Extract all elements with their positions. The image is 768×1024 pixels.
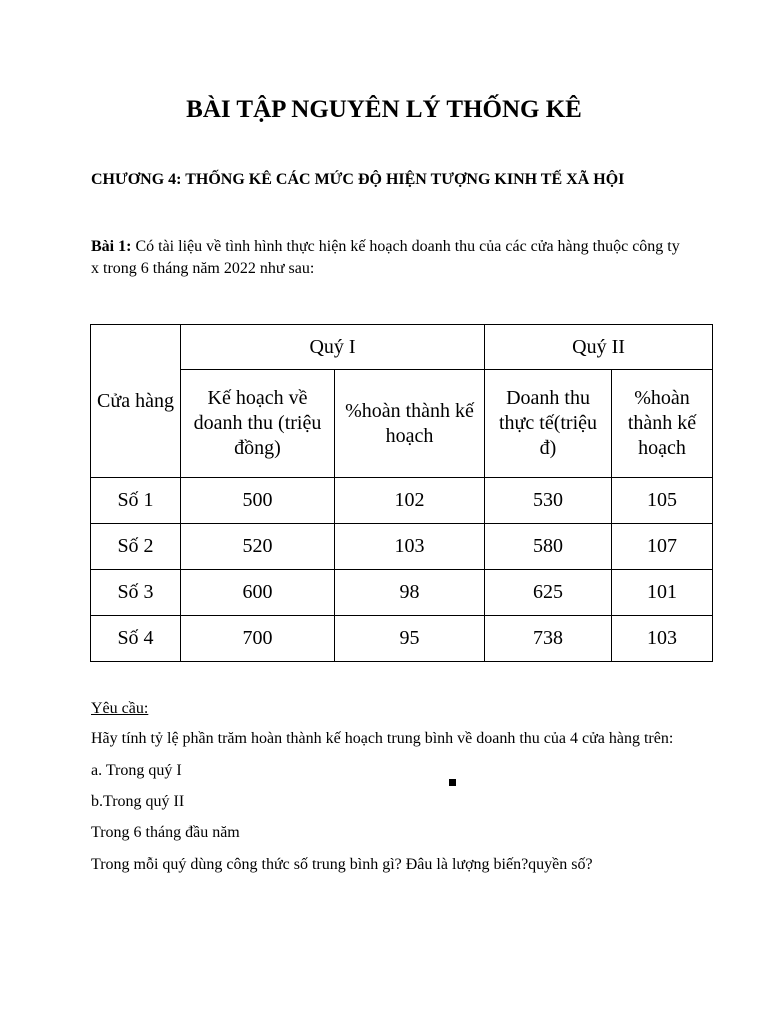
- store-cell: Số 1: [91, 478, 181, 524]
- q1-pct-cell: 95: [335, 616, 485, 662]
- store-column-header: Cửa hàng: [91, 325, 181, 478]
- revenue-plan-table: [90, 324, 713, 662]
- q1-completion-pct-header: %hoàn thành kế hoạch: [335, 370, 485, 478]
- requirements-intro: Hãy tính tỷ lệ phần trăm hoàn thành kế hoạch trung bình về doanh thu của 4 cửa hàng trên:: [91, 730, 674, 747]
- store-cell: Số 2: [91, 524, 181, 570]
- requirement-item-d: Trong mỗi quý dùng công thức số trung bình gì? Đâu là lượng biến?quyền số?: [91, 856, 593, 873]
- q2-actual-cell: 580: [485, 524, 612, 570]
- q1-plan-cell: 520: [181, 524, 335, 570]
- table-subheader-row: [91, 370, 713, 478]
- page-title: BÀI TẬP NGUYÊN LÝ THỐNG KÊ: [186, 96, 582, 123]
- requirement-item-b: b.Trong quý II: [91, 793, 185, 810]
- store-cell: Số 3: [91, 570, 181, 616]
- q1-plan-cell: 500: [181, 478, 335, 524]
- quarter-1-header: Quý I: [181, 325, 485, 370]
- q1-plan-cell: 700: [181, 616, 335, 662]
- table-row: [91, 478, 713, 524]
- q2-pct-cell: 101: [612, 570, 713, 616]
- q1-plan-revenue-header: Kế hoạch về doanh thu (triệu đồng): [181, 370, 335, 478]
- table-row: [91, 616, 713, 662]
- table-row: [91, 570, 713, 616]
- requirements-heading: Yêu cầu:: [91, 700, 149, 717]
- exercise-statement: [91, 236, 691, 280]
- q2-pct-cell: 103: [612, 616, 713, 662]
- table-row: [91, 524, 713, 570]
- q2-actual-cell: 738: [485, 616, 612, 662]
- quarter-2-header: Quý II: [485, 325, 713, 370]
- q2-actual-revenue-header: Doanh thu thực tế(triệu đ): [485, 370, 612, 478]
- exercise-label: Bài 1:: [91, 238, 132, 255]
- q2-actual-cell: 625: [485, 570, 612, 616]
- exercise-text: Có tài liệu về tình hình thực hiện kế hoạch doanh thu của các cửa hàng thuộc công ty x trong 6 tháng năm 2022 như sau:: [91, 238, 680, 277]
- q1-pct-cell: 103: [335, 524, 485, 570]
- store-cell: Số 4: [91, 616, 181, 662]
- q1-pct-cell: 98: [335, 570, 485, 616]
- square-bullet-icon: [449, 779, 456, 786]
- table-header-row: [91, 325, 713, 370]
- q1-pct-cell: 102: [335, 478, 485, 524]
- q1-plan-cell: 600: [181, 570, 335, 616]
- q2-pct-cell: 105: [612, 478, 713, 524]
- requirement-item-a: a. Trong quý I: [91, 762, 182, 779]
- requirements-section: [91, 698, 691, 876]
- requirement-item-c: Trong 6 tháng đầu năm: [91, 824, 240, 841]
- chapter-heading: CHƯƠNG 4: THỐNG KÊ CÁC MỨC ĐỘ HIỆN TƯỢNG KINH TẾ XÃ HỘI: [91, 171, 625, 188]
- q2-pct-cell: 107: [612, 524, 713, 570]
- q2-actual-cell: 530: [485, 478, 612, 524]
- q2-completion-pct-header: %hoàn thành kế hoạch: [612, 370, 713, 478]
